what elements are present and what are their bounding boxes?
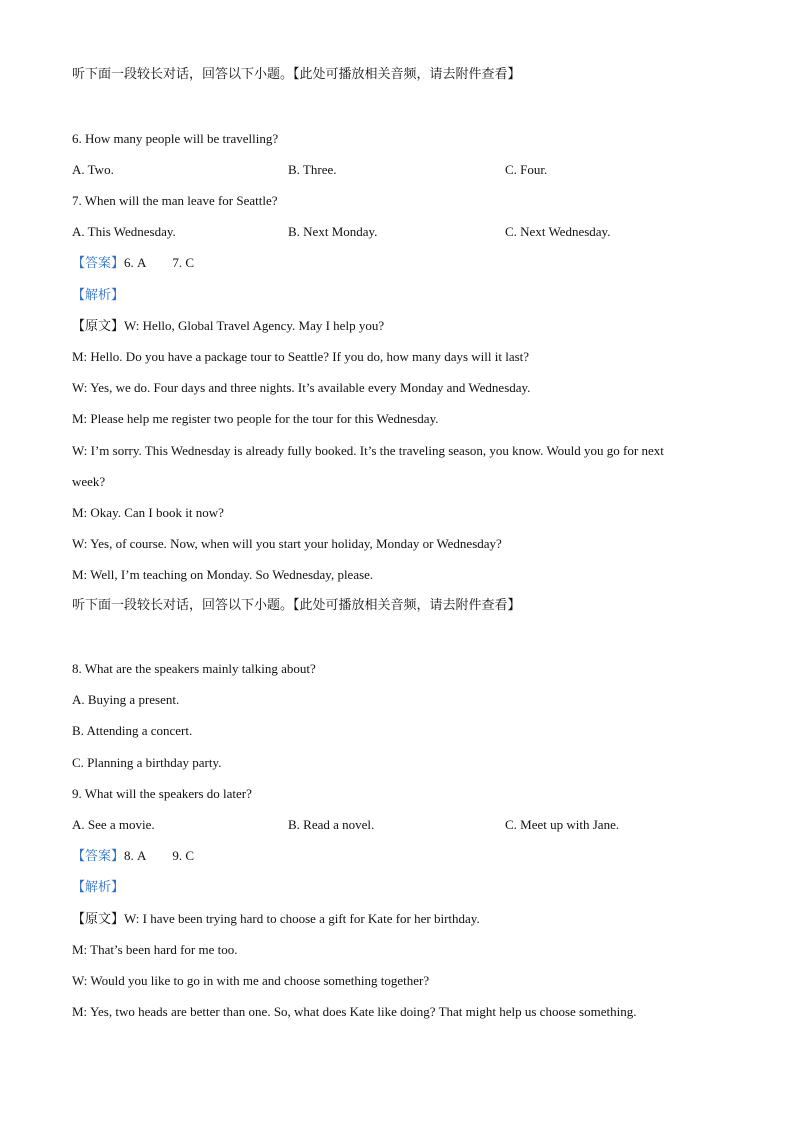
question-8-option-b: B. Attending a concert. — [72, 723, 193, 738]
answer-9: 9. C — [172, 848, 195, 863]
transcript-line: M: Well, I’m teaching on Monday. So Wednesday, please. — [72, 567, 374, 582]
question-9-option-b: B. Read a novel. — [288, 817, 375, 832]
listening-instruction: 听下面一段较长对话，回答以下小题。【此处可播放相关音频，请去附件查看】 — [72, 598, 521, 613]
transcript-line — [72, 910, 480, 929]
question-9-option-c: C. Meet up with Jane. — [505, 817, 620, 832]
transcript-line: week? — [72, 474, 106, 489]
transcript-line: M: Okay. Can I book it now? — [72, 505, 224, 520]
transcript-first-line: W: I have been trying hard to choose a gift for Kate for her birthday. — [124, 911, 480, 926]
question-8-option-a: A. Buying a present. — [72, 692, 180, 707]
question-7-option-c: C. Next Wednesday. — [505, 224, 611, 239]
transcript-line: M: Hello. Do you have a package tour to Seattle? If you do, how many days will it last? — [72, 349, 530, 364]
analysis-heading — [72, 878, 124, 897]
question-6-stem: 6. How many people will be travelling? — [72, 131, 279, 146]
question-9-stem: 9. What will the speakers do later? — [72, 786, 252, 801]
analysis-heading — [72, 286, 124, 305]
answer-line — [72, 847, 194, 866]
question-6-option-a: A. Two. — [72, 162, 114, 177]
question-7-option-a: A. This Wednesday. — [72, 224, 176, 239]
transcript-tag: 【原文】 — [72, 912, 125, 927]
transcript-line: M: Yes, two heads are better than one. So, what does Kate like doing? That might help us choose something. — [72, 1004, 637, 1019]
question-9-option-a: A. See a movie. — [72, 817, 155, 832]
question-7-stem: 7. When will the man leave for Seattle? — [72, 193, 278, 208]
transcript-line: W: Yes, we do. Four days and three nights. It’s available every Monday and Wednesday. — [72, 380, 531, 395]
question-8-stem: 8. What are the speakers mainly talking about? — [72, 661, 316, 676]
answer-8: 8. A — [124, 848, 147, 863]
answer-tag: 【答案】 — [72, 256, 125, 271]
question-7-option-b: B. Next Monday. — [288, 224, 378, 239]
document-page — [72, 0, 732, 1123]
question-8-option-c: C. Planning a birthday party. — [72, 755, 222, 770]
transcript-line: M: Please help me register two people for the tour for this Wednesday. — [72, 411, 439, 426]
analysis-tag: 【解析】 — [72, 288, 125, 303]
transcript-first-line: W: Hello, Global Travel Agency. May I help you? — [124, 318, 385, 333]
transcript-line: W: Would you like to go in with me and choose something together? — [72, 973, 430, 988]
question-6-option-c: C. Four. — [505, 162, 548, 177]
transcript-line: W: I’m sorry. This Wednesday is already fully booked. It’s the traveling season, you know. Would you go for next — [72, 443, 664, 458]
transcript-tag: 【原文】 — [72, 319, 125, 334]
answer-6: 6. A — [124, 255, 147, 270]
question-6-option-b: B. Three. — [288, 162, 337, 177]
answer-line — [72, 254, 194, 273]
transcript-line: W: Yes, of course. Now, when will you start your holiday, Monday or Wednesday? — [72, 536, 502, 551]
answer-7: 7. C — [172, 255, 195, 270]
analysis-tag: 【解析】 — [72, 880, 125, 895]
answer-tag: 【答案】 — [72, 849, 125, 864]
transcript-line — [72, 317, 384, 336]
listening-instruction: 听下面一段较长对话，回答以下小题。【此处可播放相关音频，请去附件查看】 — [72, 67, 521, 82]
transcript-line: M: That’s been hard for me too. — [72, 942, 238, 957]
